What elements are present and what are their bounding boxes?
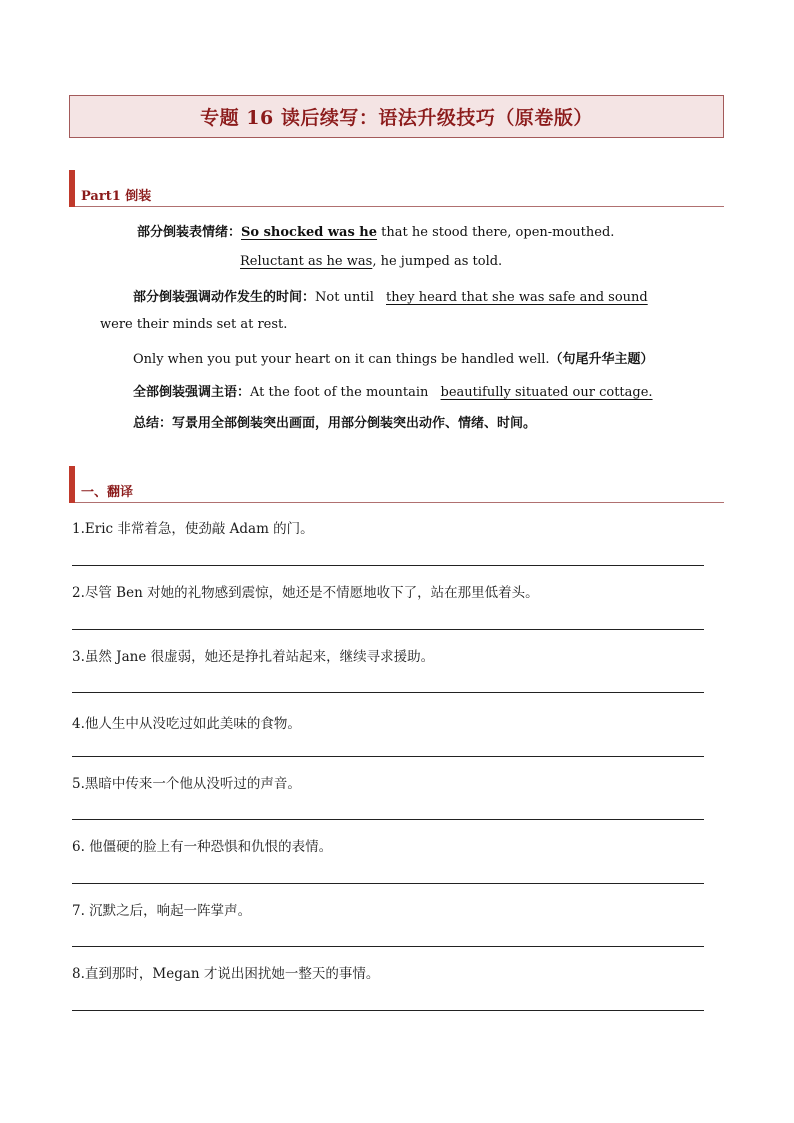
only-when-line [133, 348, 654, 367]
answer-line-6[interactable] [72, 883, 704, 884]
answer-line-5[interactable] [72, 819, 704, 820]
answer-line-8[interactable] [72, 1010, 704, 1011]
answer-line-3[interactable] [72, 692, 704, 693]
inversion-time-line [133, 286, 648, 305]
page-title: 专题 16 读后续写：语法升级技巧（原卷版） [200, 107, 593, 129]
only-when-note: （句尾升华主题） [549, 352, 654, 367]
section-divider [75, 206, 724, 207]
question-7: 7. 沉默之后，响起一阵掌声。 [72, 903, 252, 919]
question-1: 1.Eric 非常着急，使劲敲 Adam 的门。 [72, 521, 314, 537]
section2-heading: 一、翻译 [81, 485, 134, 500]
answer-line-4[interactable] [72, 756, 704, 757]
full-inversion-lead: At the foot of the mountain [250, 385, 433, 400]
question-4: 4.他人生中从没吃过如此美味的食物。 [72, 716, 301, 732]
answer-line-2[interactable] [72, 629, 704, 630]
inversion-reluctant-line [240, 254, 502, 269]
emotion-example-rest: that he stood there, open-mouthed. [377, 225, 615, 240]
reluctant-example-rest: , he jumped as told. [372, 254, 503, 269]
time-label: 部分倒装强调动作发生的时间： [133, 290, 316, 305]
time-example-continued: were their minds set at rest. [100, 317, 288, 332]
title-box [69, 95, 724, 138]
question-5: 5.黑暗中传来一个他从没听过的声音。 [72, 776, 301, 792]
section-divider [75, 502, 724, 503]
answer-line-1[interactable] [72, 565, 704, 566]
question-6: 6. 他僵硬的脸上有一种恐惧和仇恨的表情。 [72, 839, 333, 855]
answer-line-7[interactable] [72, 946, 704, 947]
question-3: 3.虽然 Jane 很虚弱，她还是挣扎着站起来，继续寻求援助。 [72, 649, 435, 665]
question-2: 2.尽管 Ben 对她的礼物感到震惊，她还是不情愿地收下了，站在那里低着头。 [72, 585, 539, 601]
time-example-underlined: they heard that she was safe and sound [386, 290, 648, 305]
inversion-emotion-line [137, 221, 614, 240]
section2-header [69, 466, 724, 503]
section-accent-bar [69, 466, 75, 503]
section-accent-bar [69, 170, 75, 207]
summary-line: 总结：写景用全部倒装突出画面，用部分倒装突出动作、情绪、时间。 [133, 416, 537, 431]
full-inversion-label: 全部倒装强调主语： [133, 385, 251, 400]
only-when-example: Only when you put your heart on it can things be handled well. [133, 352, 550, 367]
time-example-lead: Not until [315, 290, 378, 305]
part1-header [69, 170, 724, 207]
question-8: 8.直到那时，Megan 才说出困扰她一整天的事情。 [72, 966, 380, 982]
emotion-example-underlined: So shocked was he [241, 225, 378, 240]
part1-heading: Part1 倒装 [81, 189, 152, 204]
full-inversion-line [133, 381, 653, 400]
reluctant-example-underlined: Reluctant as he was [240, 254, 373, 269]
full-inversion-underlined: beautifully situated our cottage. [440, 385, 653, 400]
emotion-label: 部分倒装表情绪： [137, 225, 242, 240]
